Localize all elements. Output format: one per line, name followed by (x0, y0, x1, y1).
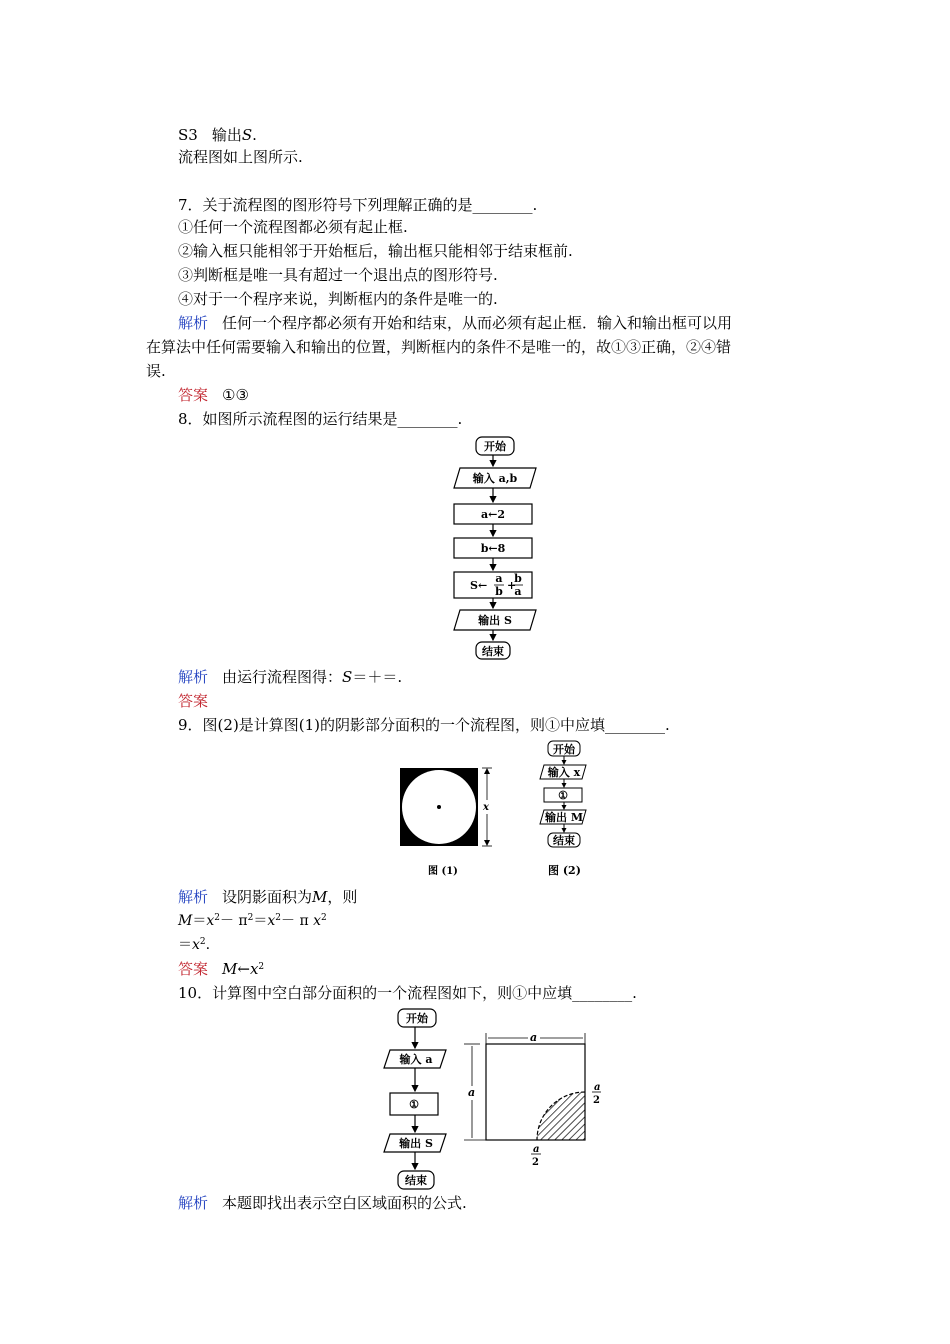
q9-equation-1: $M=x^2- \pi^2=x^2- \pi$ $x^2$ (178, 913, 327, 929)
analysis-label: 解析 (178, 888, 209, 906)
q9-stem: 9．图(2)是计算图(1)的阴影部分面积的一个流程图，则①中应填________. (178, 716, 670, 734)
q9-equation-2: $=x^2$. (178, 937, 211, 953)
q8-answer-label: 答案 (178, 692, 209, 710)
q9-flowchart (528, 738, 608, 882)
fig1-dim-label: x (483, 802, 489, 813)
fc-step: b←8 (480, 542, 506, 555)
answer-label: 答案 (178, 386, 209, 404)
q7-analysis-cont: 误. (146, 362, 166, 380)
q9-figure-1 (392, 762, 502, 882)
q7-stem: 7．关于流程图的图形符号下列理解正确的是________. (178, 196, 538, 214)
q8-analysis: 解析 由运行流程图得：S＝＋＝. (178, 668, 403, 686)
answer-label: 答案 (178, 960, 209, 978)
frac-den: a (514, 585, 522, 598)
q7-option: ①任何一个流程图都必须有起止框. (178, 218, 408, 236)
q10-analysis: 解析 本题即找出表示空白区域面积的公式. (178, 1194, 467, 1212)
fig-top-label: a (530, 1031, 538, 1044)
fc-end: 结束 (553, 834, 575, 847)
fc-input: 输入 a (399, 1053, 433, 1066)
q7-option: ②输入框只能相邻于开始框后，输出框只能相邻于结束框前. (178, 242, 573, 260)
fig-bottom-num: a (533, 1144, 540, 1155)
s3-line: S3 输出S. (178, 126, 257, 144)
fc-start: 开始 (553, 743, 575, 756)
q8-stem: 8．如图所示流程图的运行结果是________. (178, 410, 463, 428)
fc-step: ① (558, 789, 568, 802)
fc-end: 结束 (405, 1174, 427, 1187)
fig1-caption: 图 (1) (428, 866, 458, 877)
fig-right-den: 2 (593, 1095, 600, 1106)
q7-analysis-cont: 在算法中任何需要输入和输出的位置，判断框内的条件不是唯一的，故①③正确，②④错 (146, 338, 732, 356)
q7-answer: 答案 ①③ (178, 386, 249, 404)
frac-den: b (495, 585, 503, 598)
q7-analysis: 解析 任何一个程序都必须有开始和结束，从而必须有起止框．输入和输出框可以用 (178, 314, 733, 332)
fig-bottom-den: 2 (532, 1157, 539, 1168)
q9-analysis: 解析 设阴影面积为M，则 (178, 888, 358, 906)
fc-start: 开始 (406, 1012, 428, 1025)
frac-num: a (495, 572, 503, 585)
fig2-caption: 图 (2) (548, 864, 581, 877)
fc-end: 结束 (482, 645, 504, 658)
analysis-label: 解析 (178, 1194, 209, 1212)
q10-stem: 10．计算图中空白部分面积的一个流程图如下，则①中应填________. (178, 984, 637, 1002)
fc-input: 输入 x (547, 766, 581, 779)
analysis-label: 解析 (178, 314, 209, 332)
fig-right-num: a (594, 1082, 601, 1093)
analysis-label: 解析 (178, 668, 209, 686)
fc-output: 输出 S (399, 1137, 433, 1150)
fc-output: 输出 M (544, 811, 584, 824)
q8-flowchart (440, 432, 550, 662)
q7-option: ④对于一个程序来说，判断框内的条件是唯一的. (178, 290, 498, 308)
fc-output: 输出 S (478, 614, 512, 627)
q7-option: ③判断框是唯一具有超过一个退出点的图形符号. (178, 266, 498, 284)
q9-answer: 答案 $M\leftarrow x^2$ (178, 960, 265, 978)
frac-num: b (514, 572, 522, 585)
s3-note: 流程图如上图所示. (178, 148, 303, 166)
fc-step-lhs: S← (470, 579, 488, 592)
fc-step: ① (409, 1098, 419, 1111)
fc-start: 开始 (484, 440, 506, 453)
q10-figure (458, 1024, 618, 1170)
fc-step: a←2 (481, 508, 505, 521)
fc-input: 输入 a,b (472, 472, 518, 485)
frac-plus: + (507, 579, 517, 592)
fig-left-label: a (468, 1086, 476, 1099)
